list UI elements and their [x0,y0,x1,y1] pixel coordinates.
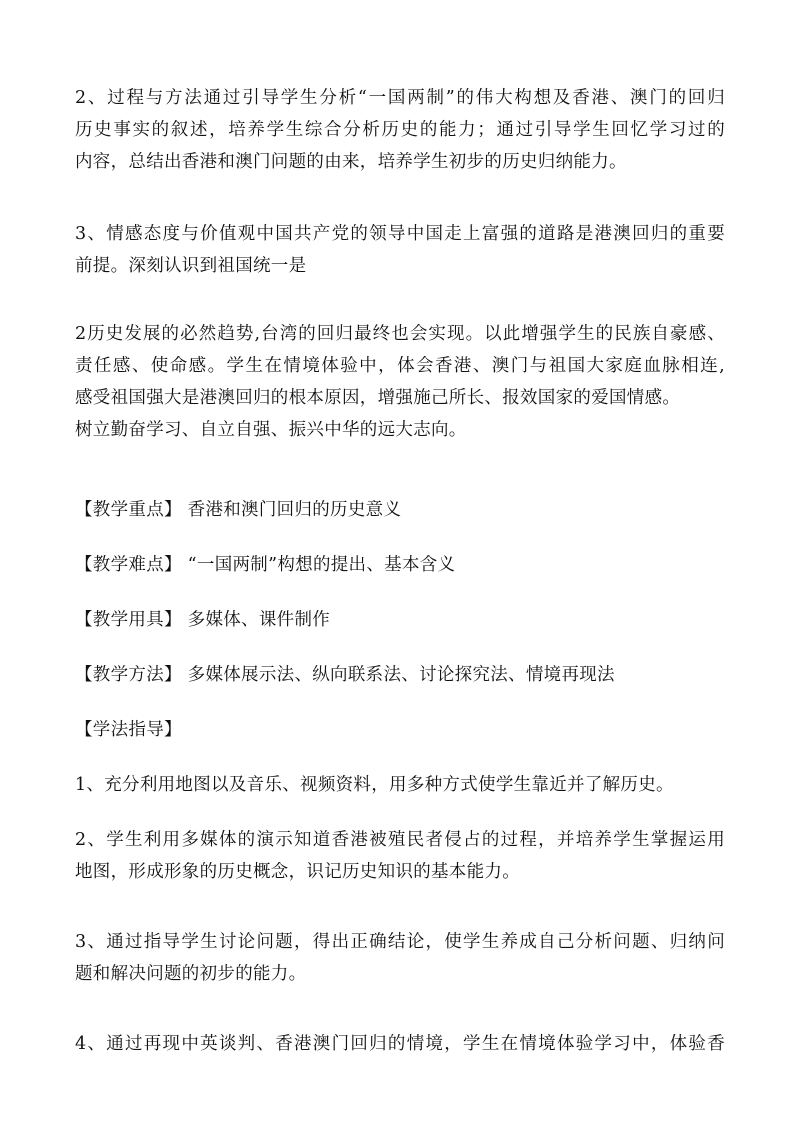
text-line: 【学法指导】 [75,720,182,740]
text-line: 【教学方法】 多媒体展示法、纵向联系法、讨论探究法、情境再现法 [75,665,615,685]
guidance-item-2 [75,824,725,888]
text-line: 树立勤奋学习、自立自强、振兴中华的远大志向。 [75,420,467,440]
text-line: 地图，形成形象的历史概念，识记历史知识的基本能力。 [75,862,520,882]
teaching-difficulty [75,549,725,581]
teaching-tools [75,604,725,636]
text-line: 2历史发展的必然趋势,台湾的回归最终也会实现。以此增强学生的民族自豪感、 [75,324,725,344]
text-line: 2、学生利用多媒体的演示知道香港被殖民者侵占的过程，并培养学生掌握运用 [75,830,725,850]
text-line: 【教学难点】 “一国两制”构想的提出、基本含义 [75,555,456,575]
text-line: 1、充分利用地图以及音乐、视频资料，用多种方式使学生靠近并了解历史。 [75,775,674,795]
text-line: 感受祖国强大是港澳回归的根本原因，增强施己所长、报效国家的爱国情感。 [75,388,681,408]
paragraph-emotion-values [75,218,725,282]
guidance-item-4 [75,1028,725,1060]
paragraph-history-trend [75,318,725,446]
guidance-item-1 [75,769,725,801]
text-line: 责任感、使命感。学生在情境体验中，体会香港、澳门与祖国大家庭血脉相连, [75,356,725,376]
text-line: 前提。深刻认识到祖国统一是 [75,256,307,276]
text-line: 【教学用具】 多媒体、课件制作 [75,610,331,630]
teaching-key-point [75,494,725,526]
teaching-methods [75,659,725,691]
text-line: 【教学重点】 香港和澳门回归的历史意义 [75,500,402,520]
text-line: 历史事实的叙述，培养学生综合分析历史的能力；通过引导学生回忆学习过的 [75,120,725,140]
guidance-item-3 [75,926,725,990]
text-line: 2、过程与方法通过引导学生分析“一国两制”的伟大构想及香港、澳门的回归 [75,88,725,108]
study-guidance-heading [75,714,725,746]
text-line: 3、通过指导学生讨论问题，得出正确结论，使学生养成自己分析问题、归纳问 [75,932,725,952]
text-line: 内容，总结出香港和澳门问题的由来，培养学生初步的历史归纳能力。 [75,152,627,172]
text-line: 题和解决问题的初步的能力。 [75,964,307,984]
text-line: 3、情感态度与价值观中国共产党的领导中国走上富强的道路是港澳回归的重要 [75,224,725,244]
paragraph-process-method [75,82,725,178]
text-line: 4、通过再现中英谈判、香港澳门回归的情境，学生在情境体验学习中，体验香 [75,1034,725,1054]
